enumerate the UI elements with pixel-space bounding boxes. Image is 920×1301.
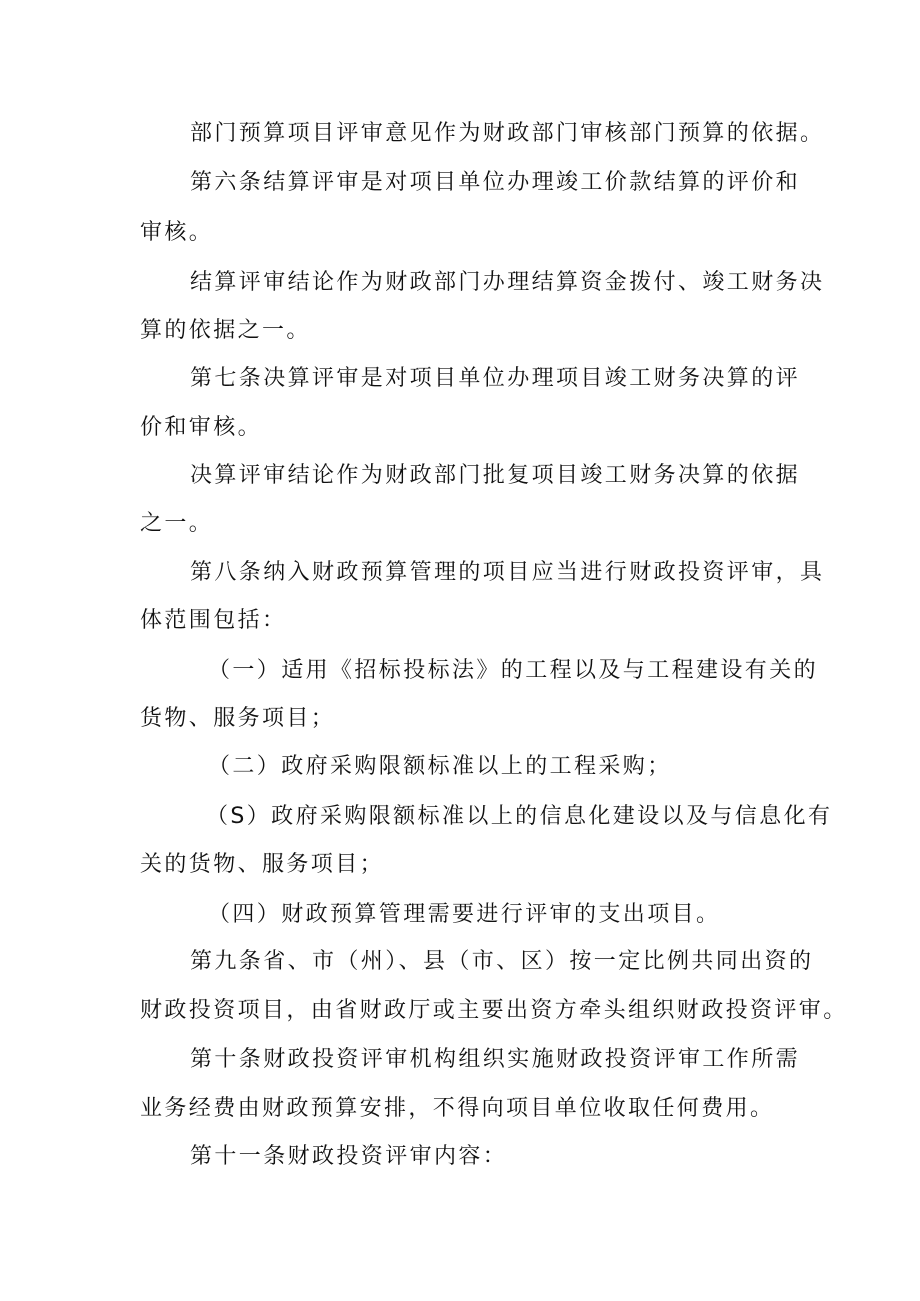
paragraph-line: 部门预算项目评审意见作为财政部门审核部门预算的依据。 [190, 121, 825, 146]
paragraph-line: 体范围包括： [140, 608, 287, 633]
paragraph-line: 第十一条财政投资评审内容： [190, 1144, 508, 1169]
paragraph-line: 关的货物、服务项目； [140, 852, 385, 877]
paragraph-line: 第九条省、市（州）、县（市、区）按一定比例共同出资的 [190, 949, 814, 974]
paragraph-line: 业务经费由财政预算安排，不得向项目单位收取任何费用。 [140, 1096, 775, 1121]
paragraph-line: 价和审核。 [140, 415, 263, 440]
paragraph-line: （四）财政预算管理需要进行评审的支出项目。 [208, 902, 721, 927]
paragraph-line: 财政投资项目，由省财政厅或主要出资方牵头组织财政投资评审。 [140, 998, 848, 1023]
paragraph-line: 第七条决算评审是对项目单位办理项目竣工财务决算的评 [190, 366, 801, 391]
paragraph-line: （二）政府采购限额标准以上的工程采购； [208, 754, 672, 779]
paragraph-line: 决算评审结论作为财政部门批复项目竣工财务决算的依据 [190, 463, 801, 488]
paragraph-line: 货物、服务项目； [140, 706, 336, 731]
paragraph-line: 第八条纳入财政预算管理的项目应当进行财政投资评审，具 [190, 560, 825, 585]
paragraph-line: 第六条结算评审是对项目单位办理竣工价款结算的评价和 [190, 170, 801, 195]
paragraph-line: （一）适用《招标投标法》的工程以及与工程建设有关的 [208, 658, 819, 683]
paragraph-line: （S）政府采购限额标准以上的信息化建设以及与信息化有 [206, 804, 833, 829]
paragraph-line: 审核。 [140, 220, 214, 245]
paragraph-line: 结算评审结论作为财政部门办理结算资金拨付、竣工财务决 [190, 270, 825, 295]
paragraph-line: 算的依据之一。 [140, 318, 311, 343]
paragraph-line: 第十条财政投资评审机构组织实施财政投资评审工作所需 [190, 1047, 801, 1072]
paragraph-line: 之一。 [140, 511, 214, 536]
